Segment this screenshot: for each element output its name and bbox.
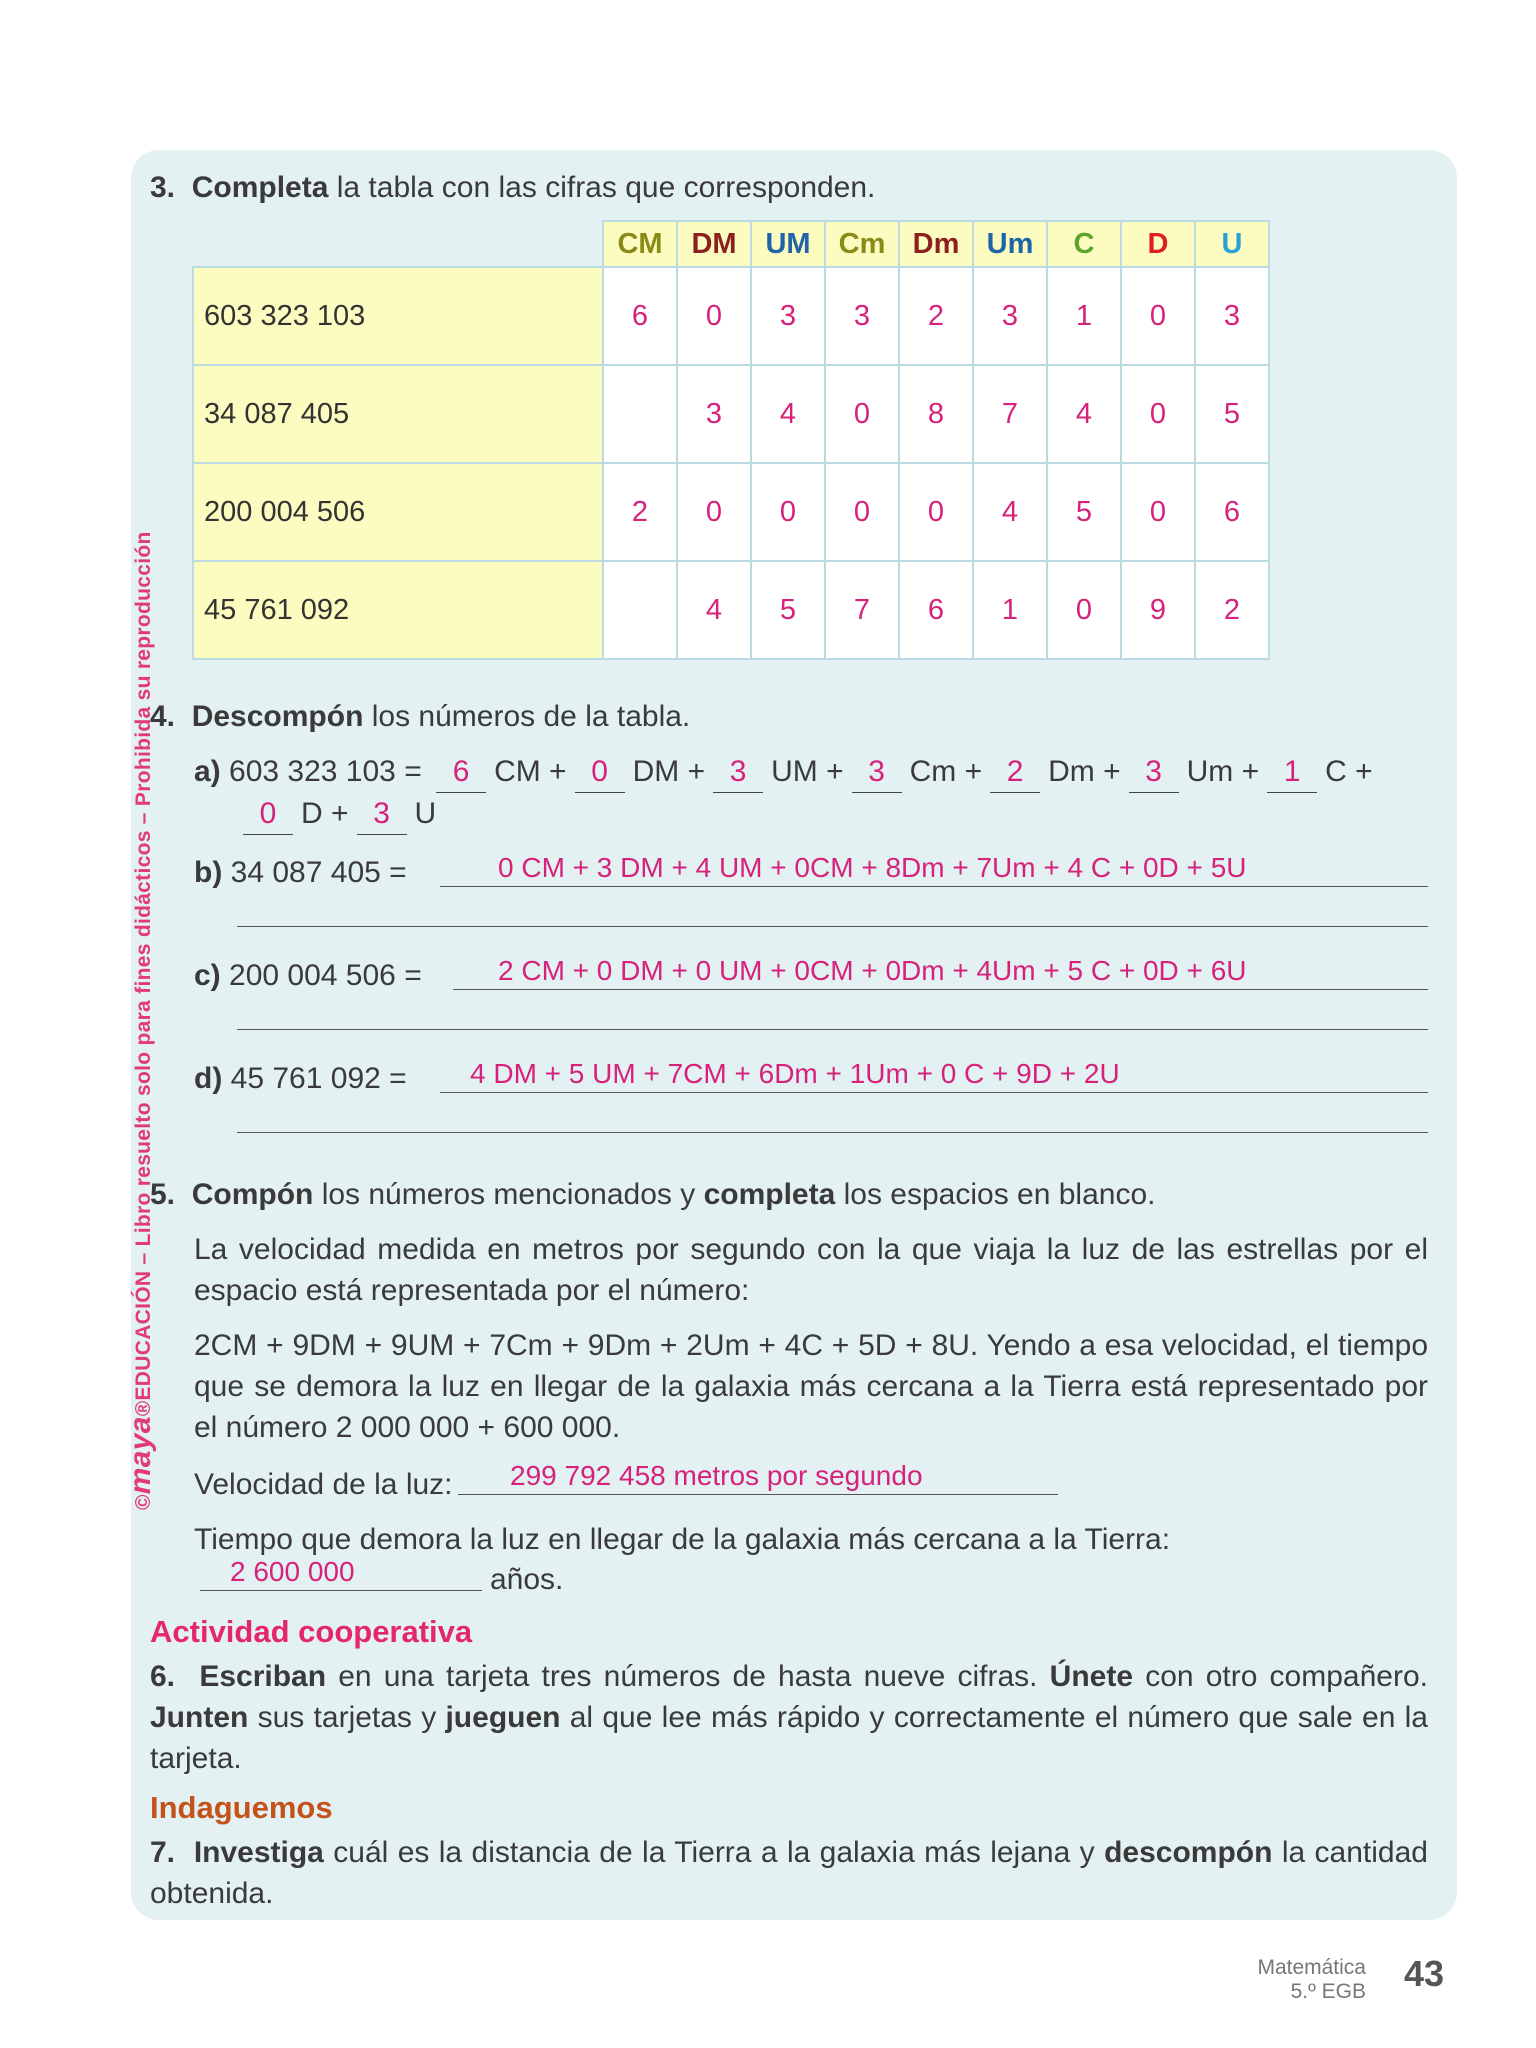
q7-verb1: Investiga bbox=[193, 1836, 324, 1869]
q7-text1: cuál es la distancia de la Tierra a la galaxia más lejana y bbox=[333, 1836, 1095, 1869]
q5-time-label: Tiempo que demora la luz en llegar de la galaxia más cercana a la Tierra: bbox=[194, 1523, 1171, 1556]
digit-cell[interactable] bbox=[603, 365, 677, 463]
maya-logo: maya bbox=[124, 1416, 157, 1495]
column-header-cm: Cm bbox=[825, 221, 899, 267]
digit-cell[interactable]: 7 bbox=[825, 561, 899, 659]
q4b-extra-line[interactable] bbox=[237, 926, 1428, 927]
q4c-expression: 200 004 506 = bbox=[229, 959, 422, 992]
digit-cell[interactable]: 6 bbox=[899, 561, 973, 659]
q4c-expression-row bbox=[194, 956, 422, 996]
q4a-line2 bbox=[237, 794, 436, 835]
side-notice: EDUCACIÓN – Libro resuelto solo para fines didácticos – Prohibida su reproducción bbox=[132, 531, 155, 1401]
q4a-unit: UM + bbox=[771, 755, 844, 788]
footer-grade: 5.º EGB bbox=[1290, 1980, 1366, 2003]
number-cell: 34 087 405 bbox=[193, 365, 603, 463]
digit-cell[interactable]: 3 bbox=[677, 365, 751, 463]
q4d-expression-row bbox=[194, 1059, 407, 1099]
page-number: 43 bbox=[1404, 1953, 1445, 1994]
q4-title bbox=[150, 697, 690, 737]
digit-cell[interactable]: 4 bbox=[751, 365, 825, 463]
q6-text4: al que lee más rápido y correctamente el número que sale en la tarjeta. bbox=[150, 1701, 1428, 1775]
q4c-extra-line[interactable] bbox=[237, 1029, 1428, 1030]
q4a-unit: C + bbox=[1325, 755, 1373, 788]
q4a-unit: Cm + bbox=[909, 755, 983, 788]
q3-number: 3. bbox=[150, 171, 176, 204]
q5-verb1: Compón bbox=[191, 1178, 314, 1211]
side-copyright bbox=[124, 531, 158, 1510]
q4d-answer-line[interactable] bbox=[440, 1054, 1428, 1093]
table-row bbox=[193, 463, 1269, 561]
footer-subject-name: Matemática bbox=[1257, 1956, 1366, 1979]
q4a-line1 bbox=[194, 752, 1373, 793]
q4a-term bbox=[705, 755, 844, 788]
q4a-term bbox=[430, 755, 567, 788]
q6-verb1: Escriban bbox=[199, 1660, 327, 1693]
digit-cell[interactable]: 3 bbox=[825, 267, 899, 365]
q5-speed-label: Velocidad de la luz: bbox=[194, 1468, 453, 1501]
q5-instruction-end: los espacios en blanco. bbox=[843, 1178, 1156, 1211]
table-header-row bbox=[193, 221, 1269, 267]
digit-cell[interactable]: 4 bbox=[1047, 365, 1121, 463]
q3-instruction: la tabla con las cifras que corresponden. bbox=[336, 171, 876, 204]
q7-text2: la cantidad obtenida. bbox=[150, 1836, 1428, 1910]
digit-cell[interactable]: 6 bbox=[603, 267, 677, 365]
digit-cell[interactable]: 9 bbox=[1121, 561, 1195, 659]
digit-cell[interactable]: 0 bbox=[825, 365, 899, 463]
q4a-blank[interactable]: 2 bbox=[990, 752, 1040, 793]
digit-cell[interactable]: 0 bbox=[1121, 365, 1195, 463]
q4-verb: Descompón bbox=[191, 700, 364, 733]
q4a-term bbox=[1121, 755, 1260, 788]
q3-verb: Completa bbox=[191, 171, 329, 204]
q5-paragraph-1: La velocidad medida en metros por segundo con la que viaja la luz de las estrellas por el espacio está representada por el número: bbox=[194, 1233, 1428, 1307]
number-cell: 45 761 092 bbox=[193, 561, 603, 659]
q4a-blank[interactable]: 0 bbox=[243, 794, 293, 835]
q5-time-unit: años. bbox=[490, 1563, 564, 1596]
q4a-term bbox=[982, 755, 1121, 788]
registered-symbol: ® bbox=[132, 1400, 155, 1417]
q4a-unit: Um + bbox=[1186, 755, 1260, 788]
q4b-answer-line[interactable] bbox=[440, 848, 1428, 887]
copyright-symbol: © bbox=[132, 1494, 155, 1510]
q4d-label: d) bbox=[194, 1062, 223, 1095]
q4b-label: b) bbox=[194, 856, 223, 889]
column-header-c: C bbox=[1047, 221, 1121, 267]
digit-cell[interactable]: 2 bbox=[603, 463, 677, 561]
digit-cell[interactable]: 3 bbox=[1195, 267, 1269, 365]
place-value-table bbox=[192, 220, 1270, 660]
q4a-term bbox=[349, 797, 437, 830]
q4a-term bbox=[237, 797, 349, 830]
table-row bbox=[193, 267, 1269, 365]
digit-cell[interactable]: 4 bbox=[973, 463, 1047, 561]
q7-paragraph bbox=[150, 1832, 1428, 1914]
q4a-unit: CM + bbox=[494, 755, 567, 788]
q5-speed-answer: 299 792 458 metros por segundo bbox=[510, 1460, 923, 1491]
digit-cell[interactable]: 2 bbox=[1195, 561, 1269, 659]
digit-cell[interactable]: 5 bbox=[751, 561, 825, 659]
table-row bbox=[193, 365, 1269, 463]
q6-verb3: Junten bbox=[150, 1701, 249, 1734]
q4a-blank[interactable]: 3 bbox=[713, 752, 763, 793]
q4d-expression: 45 761 092 = bbox=[230, 1062, 407, 1095]
digit-cell[interactable]: 6 bbox=[1195, 463, 1269, 561]
table-corner bbox=[193, 221, 603, 267]
q4c-answer-line[interactable] bbox=[453, 951, 1428, 990]
q6-number: 6. bbox=[150, 1660, 176, 1693]
q4a-unit: U bbox=[414, 797, 437, 830]
column-header-cm: CM bbox=[603, 221, 677, 267]
column-header-um: UM bbox=[751, 221, 825, 267]
q4a-blank[interactable]: 6 bbox=[436, 752, 486, 793]
q4d-extra-line[interactable] bbox=[237, 1132, 1428, 1133]
coop-heading: Actividad cooperativa bbox=[150, 1614, 473, 1649]
q4a-unit: DM + bbox=[632, 755, 706, 788]
q6-paragraph bbox=[150, 1656, 1428, 1779]
q4b-expression: 34 087 405 = bbox=[230, 856, 407, 889]
q4a-blank[interactable]: 3 bbox=[1129, 752, 1179, 793]
digit-cell[interactable]: 7 bbox=[973, 365, 1047, 463]
digit-cell[interactable]: 0 bbox=[677, 463, 751, 561]
q6-text2: con otro compañero. bbox=[1145, 1660, 1428, 1693]
q4d-answer: 4 DM + 5 UM + 7CM + 6Dm + 1Um + 0 C + 9D + 2U bbox=[470, 1058, 1120, 1089]
q7-number: 7. bbox=[150, 1836, 176, 1869]
digit-cell[interactable]: 3 bbox=[751, 267, 825, 365]
column-header-d: D bbox=[1121, 221, 1195, 267]
column-header-u: U bbox=[1195, 221, 1269, 267]
q4c-answer: 2 CM + 0 DM + 0 UM + 0CM + 0Dm + 4Um + 5 C + 0D + 6U bbox=[498, 955, 1247, 986]
digit-cell[interactable]: 0 bbox=[899, 463, 973, 561]
digit-cell[interactable]: 0 bbox=[825, 463, 899, 561]
digit-cell[interactable]: 2 bbox=[899, 267, 973, 365]
q4c-label: c) bbox=[194, 959, 221, 992]
q4a-unit: Dm + bbox=[1048, 755, 1121, 788]
q4a-term bbox=[844, 755, 983, 788]
q4a-term bbox=[1259, 755, 1373, 788]
q6-text1: en una tarjeta tres números de hasta nueve cifras. bbox=[338, 1660, 1038, 1693]
table-row bbox=[193, 561, 1269, 659]
indag-heading: Indaguemos bbox=[150, 1790, 333, 1825]
q5-paragraph-2: 2CM + 9DM + 9UM + 7Cm + 9Dm + 2Um + 4C + 5D + 8U. Yendo a esa velocidad, el tiempo que se demora la luz en llegar de la galaxia más cercana a la Tierra está representado por el número 2 000 000 + 600 000. bbox=[194, 1329, 1428, 1444]
q4a-blank[interactable]: 3 bbox=[852, 752, 902, 793]
q6-verb2: Únete bbox=[1049, 1660, 1134, 1693]
q4a-expression: 603 323 103 = bbox=[229, 755, 422, 788]
digit-cell[interactable]: 1 bbox=[973, 561, 1047, 659]
q5-number: 5. bbox=[150, 1178, 176, 1211]
q4a-blank[interactable]: 1 bbox=[1267, 752, 1317, 793]
digit-cell[interactable]: 5 bbox=[1195, 365, 1269, 463]
q4b-answer: 0 CM + 3 DM + 4 UM + 0CM + 8Dm + 7Um + 4 C + 0D + 5U bbox=[498, 852, 1247, 883]
q4b-expression-row bbox=[194, 853, 407, 893]
q4-number: 4. bbox=[150, 700, 176, 733]
digit-cell[interactable]: 0 bbox=[751, 463, 825, 561]
q7-verb2: descompón bbox=[1104, 1836, 1273, 1869]
digit-cell[interactable]: 4 bbox=[677, 561, 751, 659]
column-header-dm: DM bbox=[677, 221, 751, 267]
q4a-blank[interactable]: 0 bbox=[575, 752, 625, 793]
q4a-term bbox=[567, 755, 706, 788]
number-cell: 603 323 103 bbox=[193, 267, 603, 365]
q5-time-answer: 2 600 000 bbox=[230, 1556, 355, 1587]
q5-time-answer-line[interactable] bbox=[200, 1552, 482, 1591]
footer-subject bbox=[1257, 1956, 1366, 2004]
number-cell: 200 004 506 bbox=[193, 463, 603, 561]
q6-text3: sus tarjetas y bbox=[257, 1701, 437, 1734]
digit-cell[interactable]: 5 bbox=[1047, 463, 1121, 561]
q5-speed-answer-line[interactable] bbox=[458, 1456, 1058, 1495]
digit-cell[interactable]: 0 bbox=[677, 267, 751, 365]
q5-verb2: completa bbox=[703, 1178, 836, 1211]
q4a-label: a) bbox=[194, 755, 221, 788]
q4a-unit: D + bbox=[301, 797, 349, 830]
q5-title bbox=[150, 1175, 1156, 1215]
digit-cell[interactable] bbox=[603, 561, 677, 659]
q6-verb4: jueguen bbox=[445, 1701, 561, 1734]
q4-instruction: los números de la tabla. bbox=[371, 700, 691, 733]
q5-instruction-mid: los números mencionados y bbox=[321, 1178, 696, 1211]
digit-cell[interactable]: 0 bbox=[1047, 561, 1121, 659]
digit-cell[interactable]: 1 bbox=[1047, 267, 1121, 365]
digit-cell[interactable]: 0 bbox=[1121, 267, 1195, 365]
digit-cell[interactable]: 3 bbox=[973, 267, 1047, 365]
column-header-dm: Dm bbox=[899, 221, 973, 267]
q3-title bbox=[150, 168, 875, 208]
q4a-blank[interactable]: 3 bbox=[357, 794, 407, 835]
digit-cell[interactable]: 0 bbox=[1121, 463, 1195, 561]
column-header-um: Um bbox=[973, 221, 1047, 267]
digit-cell[interactable]: 8 bbox=[899, 365, 973, 463]
